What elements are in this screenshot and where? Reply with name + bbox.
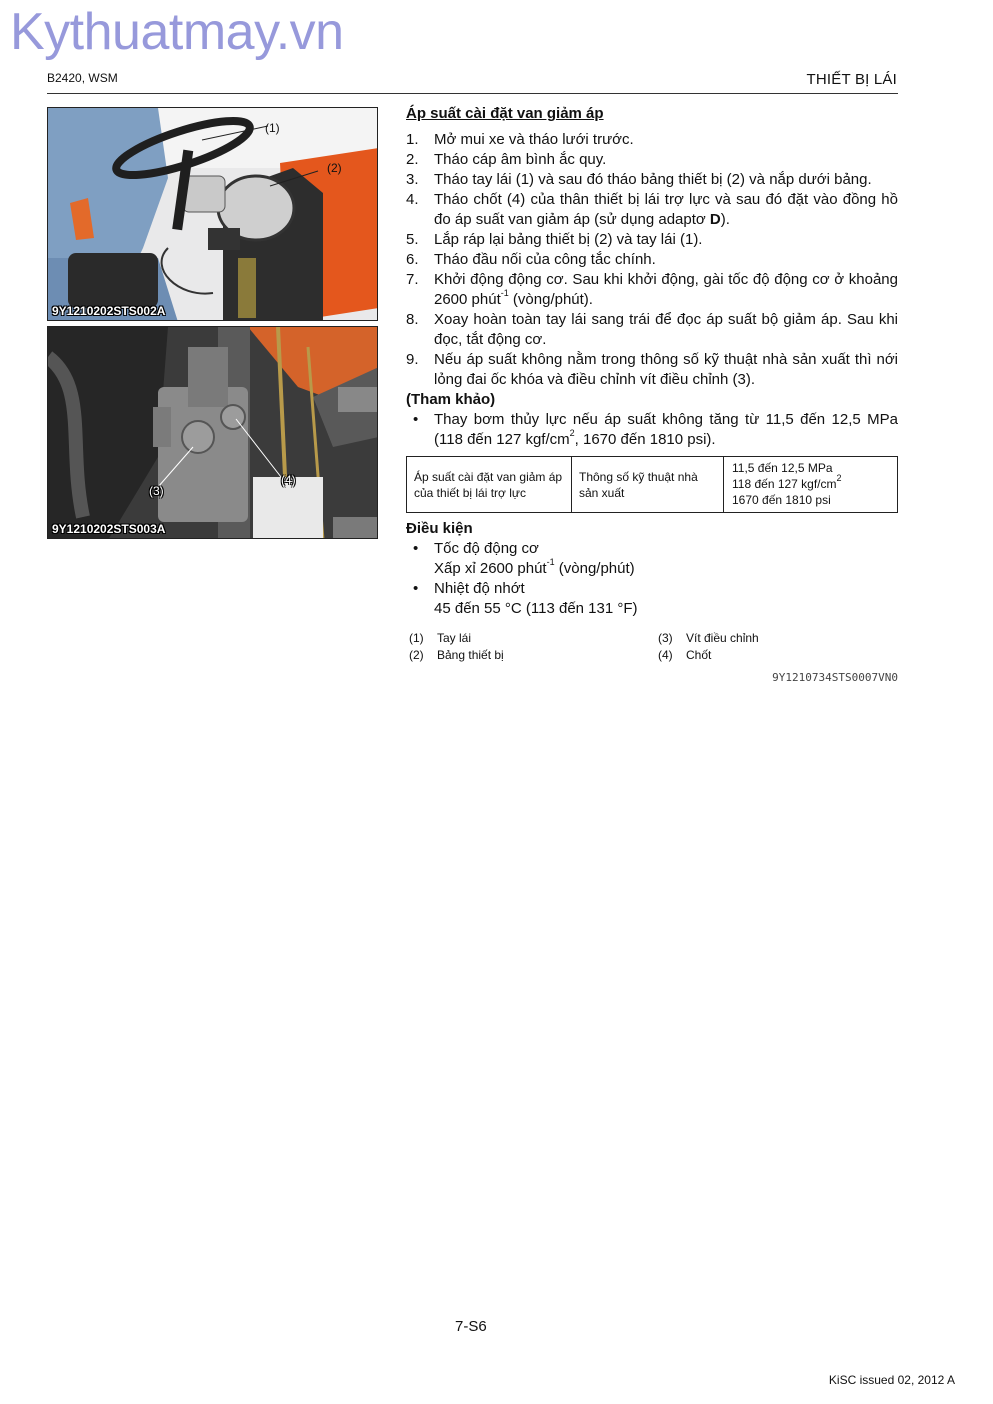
step-text	[434, 190, 898, 230]
footer-issue: KiSC issued 02, 2012 A	[828, 1373, 955, 1387]
list-item	[406, 310, 898, 350]
superscript: -1	[546, 557, 555, 567]
list-item	[406, 150, 898, 170]
step-text: Tháo đầu nối của công tắc chính.	[434, 251, 656, 268]
page-number: 7-S6	[455, 1318, 487, 1335]
condition-value	[406, 559, 898, 579]
spec-value-kgf-text: 118 đến 127 kgf/cm	[732, 477, 837, 491]
condition-value-text: Xấp xỉ 2600 phút	[434, 560, 547, 577]
spec-table	[406, 456, 898, 513]
legend-item	[655, 647, 898, 664]
legend-number: (2)	[409, 648, 424, 662]
callout-2: (2)	[327, 161, 342, 175]
spec-value-kgf	[732, 473, 890, 492]
legend-item	[655, 630, 898, 647]
condition-item	[406, 579, 898, 599]
spec-value-mpa: 11,5 đến 12,5 MPa	[732, 461, 833, 475]
spec-item-cell: Áp suất cài đặt van giảm áp của thiết bị lái trợ lực	[407, 457, 572, 513]
legend-item	[406, 647, 655, 664]
header-model: B2420, WSM	[47, 71, 118, 85]
list-item	[406, 270, 898, 310]
condition-label: Nhiệt độ nhớt	[434, 580, 525, 597]
step-text-part: Khởi động động cơ. Sau khi khởi động, gài tốc độ động cơ ở khoảng 2600 phút	[434, 271, 898, 308]
document-id: 9Y1210734STS0007VN0	[772, 671, 898, 684]
step-number: 4.	[406, 191, 419, 208]
reference-text-part: , 1670 đến 1810 psi).	[574, 431, 716, 448]
step-text: Tháo cáp âm bình ắc quy.	[434, 151, 607, 168]
list-item	[406, 190, 898, 230]
superscript: 2	[836, 473, 842, 483]
reference-bullet-item	[406, 410, 898, 450]
callout-1: (1)	[265, 121, 280, 135]
step-number: 2.	[406, 151, 419, 168]
legend-label: Tay lái	[437, 631, 472, 645]
step-number: 7.	[406, 271, 419, 288]
steering-unit-photo	[47, 326, 378, 539]
header-section-title: THIẾT BỊ LÁI	[806, 71, 897, 88]
condition-item	[406, 539, 898, 559]
bullet-icon: •	[413, 411, 419, 428]
parts-legend	[406, 630, 898, 664]
procedure-steps	[406, 130, 898, 390]
step-text-part: Tháo chốt (4) của thân thiết bị lái trợ lực và sau đó đặt vào đồng hồ đo áp suất van giảm áp (sử dụng adaptơ	[434, 191, 898, 228]
condition-value-text: (vòng/phút)	[554, 560, 635, 577]
step-number: 5.	[406, 231, 419, 248]
list-item	[406, 350, 898, 390]
reference-text	[434, 410, 898, 450]
step-number: 3.	[406, 171, 419, 188]
condition-label: Tốc độ động cơ	[434, 540, 539, 557]
photo-code: 9Y1210202STS002A	[52, 304, 166, 318]
bullet-icon: •	[413, 580, 419, 597]
callout-3: (3)	[149, 484, 164, 498]
procedure-content	[406, 104, 898, 688]
legend-label: Bảng thiết bị	[437, 648, 504, 662]
table-row	[407, 457, 898, 513]
condition-value: 45 đến 55 °C (113 đến 131 °F)	[434, 600, 638, 617]
step-text: Tháo tay lái (1) và sau đó tháo bảng thiết bị (2) và nắp dưới bảng.	[434, 171, 872, 188]
reference-title: (Tham khảo)	[406, 391, 496, 408]
step-number: 8.	[406, 311, 419, 328]
step-text	[434, 270, 898, 310]
step-text: Lắp ráp lại bảng thiết bị (2) và tay lái (1).	[434, 231, 703, 248]
steering-wheel-illustration	[48, 108, 378, 321]
superscript: -1	[500, 288, 509, 298]
conditions-title: Điều kiện	[406, 520, 473, 537]
bullet-icon: •	[413, 540, 419, 557]
legend-label: Chốt	[686, 648, 712, 662]
site-watermark: Kythuatmay.vn	[10, 3, 344, 61]
step-text: Nếu áp suất không nằm trong thông số kỹ thuật nhà sản xuất thì nới lỏng đai ốc khóa và điều chỉnh vít điều chỉnh (3).	[434, 351, 898, 388]
spec-value-cell	[724, 457, 898, 513]
steering-wheel-photo	[47, 107, 378, 321]
callout-4: (4)	[281, 473, 296, 487]
step-number: 1.	[406, 131, 419, 148]
legend-item	[406, 630, 655, 647]
list-item	[406, 230, 898, 250]
step-number: 9.	[406, 351, 419, 368]
spec-label-cell: Thông số kỹ thuật nhà sản xuất	[572, 457, 724, 513]
legend-label: Vít điều chỉnh	[686, 631, 759, 645]
reference-text-part: Thay bơm thủy lực nếu áp suất không tăng từ 11,5 đến 12,5 MPa (118 đến 127 kgf/cm	[434, 411, 898, 448]
step-number: 6.	[406, 251, 419, 268]
list-item	[406, 130, 898, 150]
legend-number: (1)	[409, 631, 424, 645]
section-title: Áp suất cài đặt van giảm áp	[406, 105, 604, 122]
adapter-code: D	[709, 211, 721, 228]
header-divider	[47, 93, 898, 94]
step-text-part: ).	[720, 211, 730, 228]
list-item	[406, 250, 898, 270]
legend-number: (4)	[658, 648, 673, 662]
list-item	[406, 170, 898, 190]
spec-value-psi: 1670 đến 1810 psi	[732, 493, 831, 507]
photo-code: 9Y1210202STS003A	[52, 522, 166, 536]
step-text-part: (vòng/phút).	[508, 291, 593, 308]
legend-number: (3)	[658, 631, 673, 645]
superscript: 2	[569, 428, 575, 438]
step-text: Xoay hoàn toàn tay lái sang trái để đọc áp suất bộ giảm áp. Sau khi đọc, tắt động cơ.	[434, 311, 898, 348]
step-text: Mở mui xe và tháo lưới trước.	[434, 131, 634, 148]
steering-unit-illustration	[48, 327, 378, 539]
